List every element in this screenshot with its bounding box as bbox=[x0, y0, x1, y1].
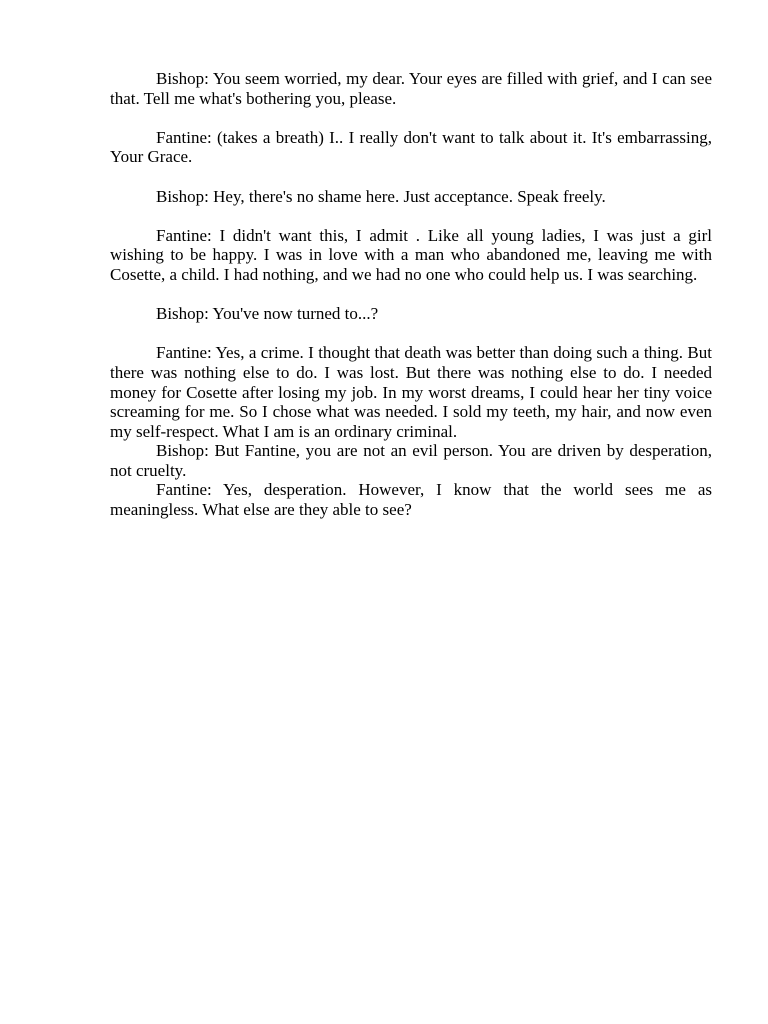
document-body bbox=[110, 69, 712, 520]
paragraph-fantine-4: Fantine: Yes, desperation. However, I know that the world sees me as meaningless. What else are they able to see? bbox=[110, 480, 712, 520]
paragraph-bishop-4: Bishop: But Fantine, you are not an evil person. You are driven by desperation, not cruelty. bbox=[110, 441, 712, 480]
paragraph-fantine-3: Fantine: Yes, a crime. I thought that death was better than doing such a thing. But there was nothing else to do. I was lost. But there was nothing else to do. I needed money for Cosette after losing my job. In my worst dreams, I could hear her tiny voice screaming for me. So I chose what was needed. I sold my teeth, my hair, and now even my self-respect. What I am is an ordinary criminal. bbox=[110, 343, 712, 441]
paragraph-fantine-2: Fantine: I didn't want this, I admit . Like all young ladies, I was just a girl wishing to be happy. I was in love with a man who abandoned me, leaving me with Cosette, a child. I had nothing, and we had no one who could help us. I was searching. bbox=[110, 225, 712, 284]
paragraph-bishop-2: Bishop: Hey, there's no shame here. Just acceptance. Speak freely. bbox=[156, 186, 606, 206]
paragraph-fantine-1: Fantine: (takes a breath) I.. I really don't want to talk about it. It's embarrassing, Your Grace. bbox=[110, 127, 712, 167]
paragraph-bishop-1: Bishop: You seem worried, my dear. Your eyes are filled with grief, and I can see that. Tell me what's bothering you, please. bbox=[110, 69, 712, 108]
paragraph-bishop-3: Bishop: You've now turned to...? bbox=[156, 304, 379, 324]
